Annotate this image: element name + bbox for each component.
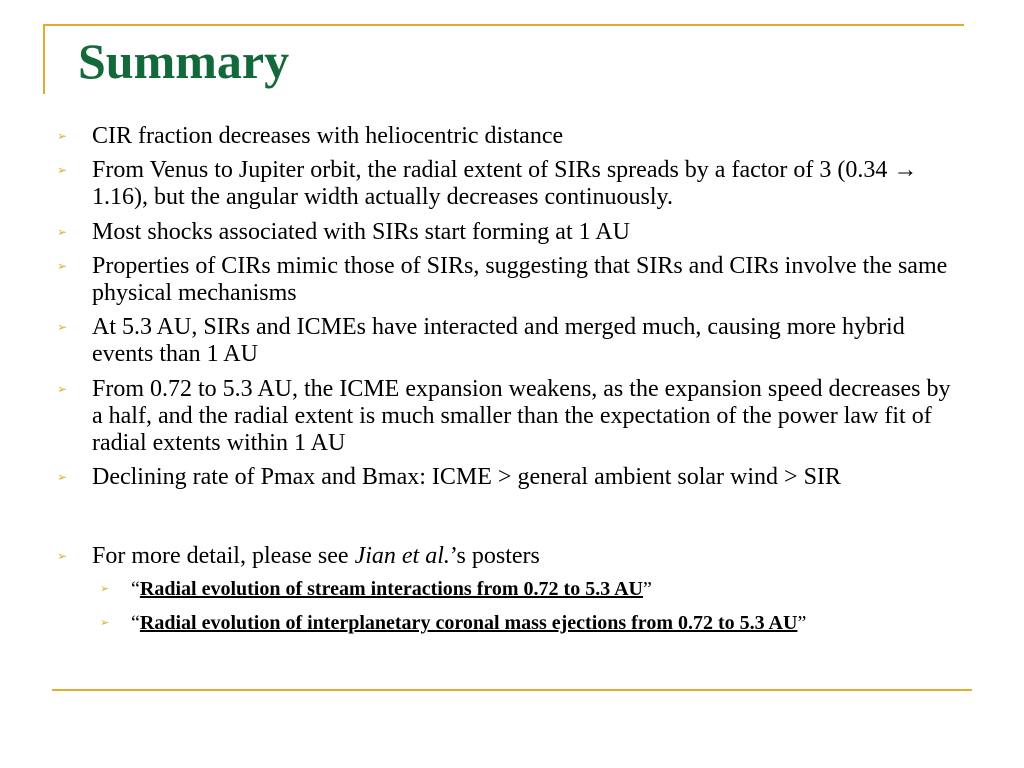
sub-bullet-arrow-icon: ➢	[100, 616, 110, 629]
bullet-text: From 0.72 to 5.3 AU, the ICME expansion weakens, as the expansion speed decreases by a half, and the radial extent is much smaller than the expectation of the power law fit of radial extents within 1 AU	[92, 376, 951, 456]
bullet-text: CIR fraction decreases with heliocentric distance	[92, 123, 564, 149]
close-quote: ”	[797, 612, 807, 634]
open-quote: “	[131, 578, 140, 600]
frame-bottom-line	[52, 689, 972, 691]
poster-link-stream-interactions[interactable]: Radial evolution of stream interactions from 0.72 to 5.3 AU	[139, 578, 643, 600]
bullet-arrow-icon: ➢	[57, 225, 68, 239]
slide-title: Summary	[78, 33, 290, 89]
bullet-text: Most shocks associated with SIRs start forming at 1 AU	[92, 219, 630, 245]
sub-bullet-arrow-icon: ➢	[100, 582, 110, 595]
poster-link-icme[interactable]: Radial evolution of interplanetary coronal mass ejections from 0.72 to 5.3 AU	[139, 612, 798, 634]
bullet-text: From Venus to Jupiter orbit, the radial extent of SIRs spreads by a factor of 3 (0.34 → 1.16), but the angular width actually decreases continuously.	[92, 157, 918, 210]
frame-left-line	[43, 24, 45, 94]
bullet-text: At 5.3 AU, SIRs and ICMEs have interacted and merged much, causing more hybrid events than 1 AU	[92, 314, 905, 367]
poster-reference	[131, 611, 971, 635]
bullet-arrow-icon: ➢	[57, 259, 68, 273]
poster-reference	[131, 577, 971, 601]
frame-top-line	[43, 24, 964, 26]
bullet-text	[92, 543, 962, 570]
close-quote: ”	[643, 578, 652, 600]
bullet-text: Properties of CIRs mimic those of SIRs, suggesting that SIRs and CIRs involve the same physical mechanisms	[92, 253, 948, 306]
bullet-text: Declining rate of Pmax and Bmax: ICME > general ambient solar wind > SIR	[92, 464, 841, 490]
detail-prefix: For more detail, please see	[92, 543, 355, 569]
bullet-arrow-icon: ➢	[57, 163, 68, 177]
bullet-arrow-icon: ➢	[57, 470, 68, 484]
bullet-arrow-icon: ➢	[57, 320, 68, 334]
detail-suffix: ’s posters	[449, 543, 540, 569]
bullet-arrow-icon: ➢	[57, 382, 68, 396]
bullet-arrow-icon: ➢	[57, 549, 68, 563]
bullet-arrow-icon: ➢	[57, 129, 68, 143]
detail-authors: Jian et al.	[354, 543, 450, 569]
open-quote: “	[131, 612, 140, 634]
